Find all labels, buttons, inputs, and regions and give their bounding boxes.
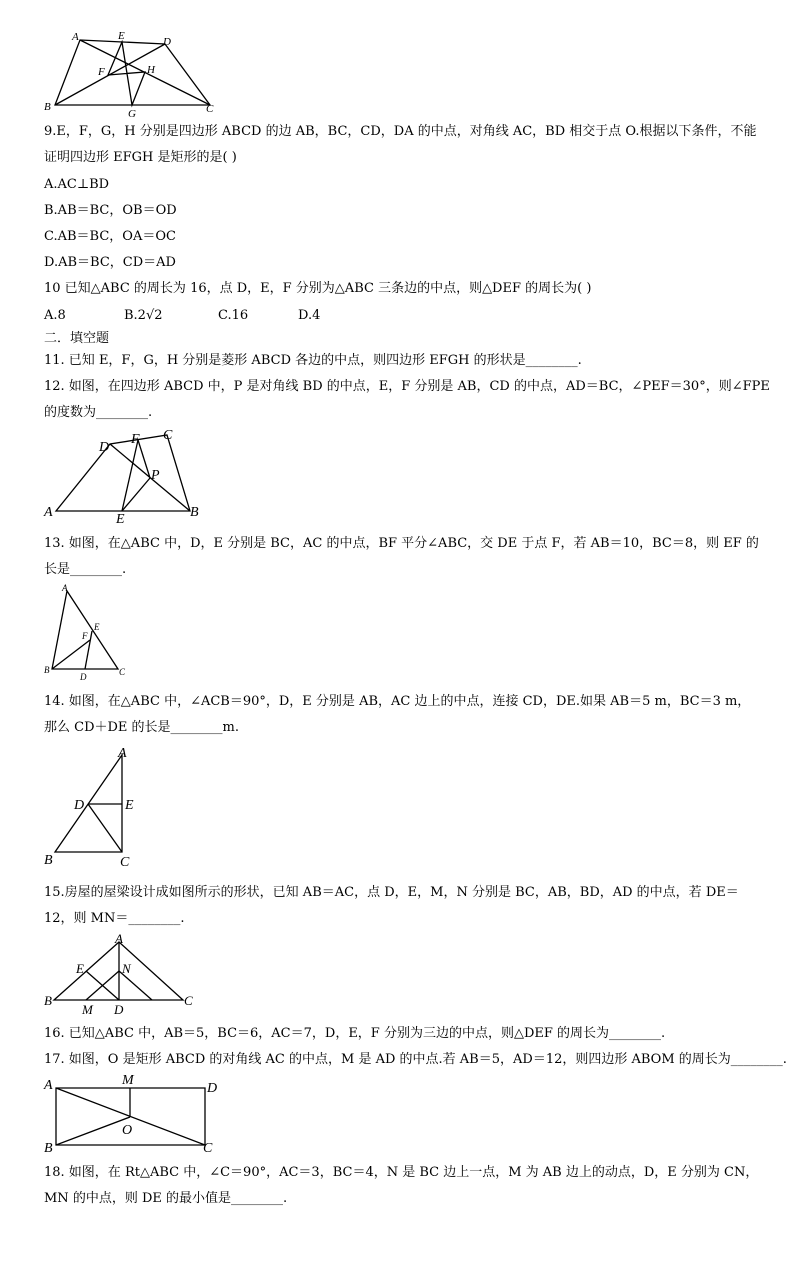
q17-label-a: A bbox=[44, 1078, 53, 1093]
q10-option-a: A.8 bbox=[44, 308, 66, 323]
q13-label-f: F bbox=[82, 631, 88, 641]
q9-option-a: A.AC⊥BD bbox=[44, 177, 110, 192]
q13-segment-bf bbox=[52, 640, 90, 669]
q18-stem-line2: MN 的中点，则 DE 的最小值是________. bbox=[44, 1191, 288, 1206]
q17-label-o: O bbox=[122, 1123, 133, 1138]
q13-label-a: A bbox=[62, 583, 68, 593]
q12-label-d: D bbox=[99, 440, 110, 455]
q12-quadrilateral bbox=[56, 435, 190, 511]
q17-label-b: B bbox=[44, 1141, 53, 1156]
q14-figure bbox=[40, 745, 150, 870]
q12-stem-line1: 12. 如图，在四边形 ABCD 中，P 是对角线 BD 的中点，E，F 分别是 AB，CD 的中点，AD＝BC，∠PEF＝30°，则∠FPE bbox=[44, 379, 770, 394]
q12-figure bbox=[40, 428, 215, 526]
q12-label-f: F bbox=[131, 432, 140, 447]
q13-label-e: E bbox=[94, 622, 100, 632]
q12-segment-ef bbox=[122, 440, 138, 511]
q17-label-c: C bbox=[203, 1141, 213, 1156]
q9-label-a: A bbox=[72, 31, 79, 43]
q15-label-m: M bbox=[82, 1002, 93, 1017]
q12-label-b: B bbox=[190, 505, 199, 520]
q9-stem-line1: 9.E，F，G，H 分别是四边形 ABCD 的边 AB，BC，CD，DA 的中点，对角线 AC，BD 相交于点 O.根据以下条件，不能 bbox=[44, 124, 757, 139]
q17-segment-bo bbox=[56, 1117, 133, 1145]
q15-label-e: E bbox=[76, 961, 84, 976]
q12-stem-line2: 的度数为________. bbox=[44, 405, 153, 420]
q13-triangle bbox=[52, 591, 118, 669]
q13-figure bbox=[40, 583, 140, 683]
q9-option-c: C.AB＝BC，OA＝OC bbox=[44, 229, 176, 244]
q17-figure bbox=[40, 1072, 230, 1157]
q18-stem-line1: 18. 如图，在 Rt△ABC 中，∠C＝90°，AC＝3，BC＝4，N 是 BC 边上一点，M 为 AB 边上的动点，D，E 分别为 CN， bbox=[44, 1165, 759, 1180]
q14-label-d: D bbox=[74, 798, 85, 813]
q10-option-b: B.2√2 bbox=[124, 308, 163, 323]
q17-label-d: D bbox=[207, 1081, 218, 1096]
q13-label-d: D bbox=[80, 672, 87, 682]
q17-stem: 17. 如图，O 是矩形 ABCD 的对角线 AC 的中点，M 是 AD 的中点.若 AB＝5，AD＝12，则四边形 ABOM 的周长为________. bbox=[44, 1052, 787, 1067]
q15-label-c: C bbox=[184, 993, 193, 1008]
q13-label-c: C bbox=[119, 667, 126, 677]
q15-figure bbox=[40, 930, 205, 1015]
q9-label-d: D bbox=[163, 36, 171, 48]
q12-label-p: P bbox=[151, 468, 160, 483]
q14-label-c: C bbox=[120, 855, 130, 870]
q9-label-g: G bbox=[128, 108, 136, 120]
q12-label-a: A bbox=[44, 505, 53, 520]
q12-label-c: C bbox=[163, 428, 173, 443]
q17-label-m: M bbox=[122, 1073, 134, 1088]
q16-stem: 16. 已知△ABC 中，AB＝5，BC＝6，AC＝7，D，E，F 分别为三边的中点，则△DEF 的周长为________. bbox=[44, 1026, 666, 1041]
q15-stem-line1: 15.房屋的屋梁设计成如图所示的形状，已知 AB＝AC，点 D，E，M，N 分别是 BC，AB，BD，AD 的中点，若 DE＝ bbox=[44, 885, 739, 900]
q10-option-c: C.16 bbox=[218, 308, 249, 323]
q15-label-b: B bbox=[44, 993, 52, 1008]
q9-option-b: B.AB＝BC，OB＝OD bbox=[44, 203, 177, 218]
q14-label-b: B bbox=[44, 853, 53, 868]
q14-label-a: A bbox=[118, 746, 127, 761]
q12-label-e: E bbox=[116, 512, 125, 527]
q9-stem-line2: 证明四边形 EFGH 是矩形的是( ) bbox=[44, 150, 237, 165]
q9-inner-quad bbox=[108, 42, 145, 105]
q15-stem-line2: 12，则 MN＝________. bbox=[44, 911, 185, 926]
q13-stem-line2: 长是________. bbox=[44, 562, 127, 577]
q9-label-b: B bbox=[44, 101, 51, 113]
q9-label-h: H bbox=[147, 64, 155, 76]
q15-label-n: N bbox=[122, 961, 131, 976]
q9-label-c: C bbox=[206, 103, 214, 115]
q14-segment-cd bbox=[88, 804, 122, 852]
q9-option-d: D.AB＝BC，CD＝AD bbox=[44, 255, 176, 270]
q15-label-d: D bbox=[114, 1002, 124, 1017]
q9-figure bbox=[40, 30, 230, 120]
q13-label-b: B bbox=[44, 665, 50, 675]
section-heading: 二．填空题 bbox=[44, 331, 110, 346]
q13-stem-line1: 13. 如图，在△ABC 中，D，E 分别是 BC，AC 的中点，BF 平分∠ABC，交 DE 于点 F，若 AB＝10，BC＝8，则 EF 的 bbox=[44, 536, 759, 551]
q9-label-f: F bbox=[98, 66, 105, 78]
q15-label-a: A bbox=[115, 931, 123, 946]
q11-stem: 11. 已知 E，F，G，H 分别是菱形 ABCD 各边的中点，则四边形 EFGH 的形状是________. bbox=[44, 353, 582, 368]
q10-stem: 10 已知△ABC 的周长为 16，点 D，E，F 分别为△ABC 三条边的中点，则△DEF 的周长为( ) bbox=[44, 281, 592, 296]
q14-label-e: E bbox=[125, 798, 134, 813]
q14-stem-line2: 那么 CD＋DE 的长是________m. bbox=[44, 720, 240, 735]
q9-label-e: E bbox=[118, 30, 125, 42]
q10-option-d: D.4 bbox=[298, 308, 321, 323]
q14-stem-line1: 14. 如图，在△ABC 中，∠ACB＝90°，D，E 分别是 AB，AC 边上的中点，连接 CD，DE.如果 AB＝5 m，BC＝3 m， bbox=[44, 694, 751, 709]
